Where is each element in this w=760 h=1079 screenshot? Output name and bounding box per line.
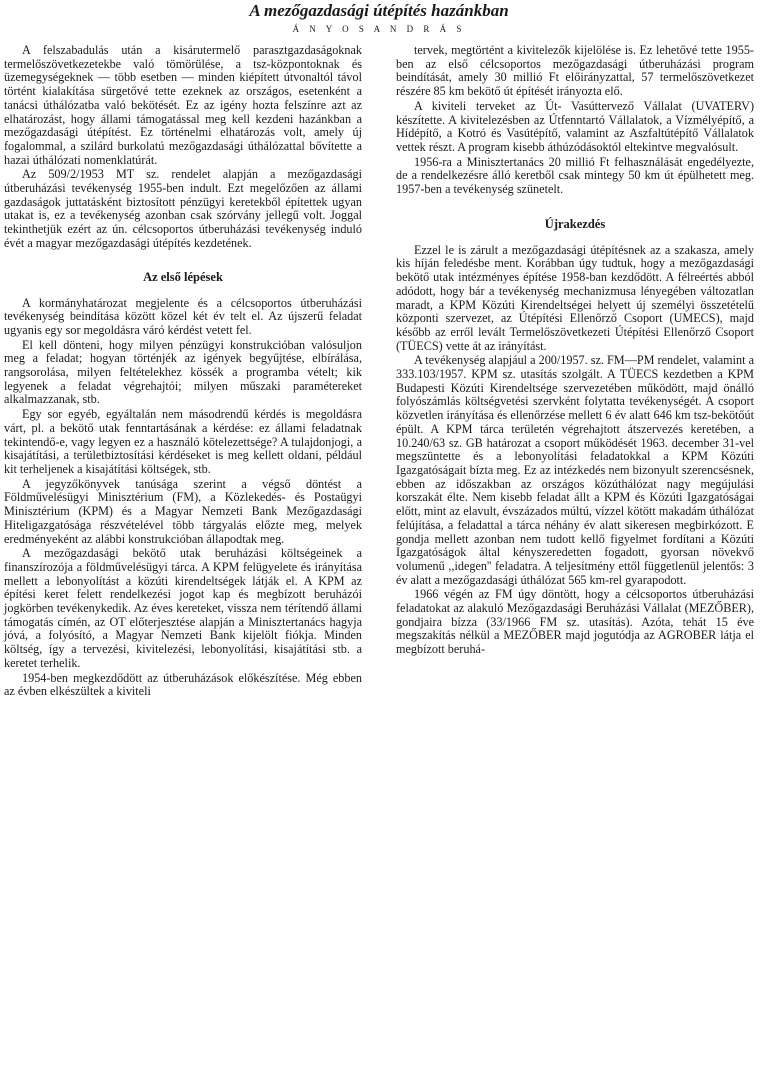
paragraph: A jegyzőkönyvek tanúsága szerint a végső döntést a Földművelésügyi Minisztérium (FM), a Közlekedés- és Postaügyi Minisztérium (KPM) és a Magyar Nemzeti Bank Mezőgazdasági Hiteligazgatósága részvételével több tárgyalás előzte meg, melyek eredményeként az alábbi konstrukcióban állapodtak meg. (4, 476, 362, 546)
section-heading: Újrakezdés (544, 216, 606, 231)
paragraph: Ezzel le is zárult a mezőgazdasági útépítésnek az a szakasza, amely kis híján feledésbe ment. Korábban úgy tudtuk, hogy a mezőgazdasági bekötő utak intézményes építése 1958-ban kezdődött. A félreértés abból adódott, hogy bár a tevékenység mechanizmusa lényegében változatlan maradt, a KPM Közúti Kirendeltségei helyett új személyi összetételű központi szervezet, az Útépítési Ellenőrző Csoport (UMECS), majd később az erről levált Termelőszövetkezeti Útépítési Ellenőrző Csoport (TÜECS) vette át az irányítást. (396, 242, 754, 353)
paragraph: A mezőgazdasági bekötő utak beruházási költségeinek a finanszírozója a földművelésügyi tárca. A KPM felügyelete és irányítása mellett a lebonyolítást a közúti kirendeltségek látják el. A KPM az építési keret felett rendelkezési jogot kap és megbízott beruházói jogkörben tevékenykedik. Az éves kereteket, vissza nem térítendő állami támogatás címén, az OT előterjesztése alapján a Minisztertanács hagyja jóvá, a folyósító, a Magyar Nemzeti Bank kijelölt fiókja. Minden költség, így a tervezési, kivitelezési, lebonyolítási, kisajátítási stb. a keretet terhelik. (4, 546, 362, 670)
paragraph: 1956-ra a Minisztertanács 20 millió Ft felhasználását engedélyezte, de a rendelkezésre álló keretből csak mintegy 50 km út épülhetett meg. 1957-ben a tevékenység szünetelt. (396, 154, 754, 197)
paragraph: Az 509/2/1953 MT sz. rendelet alapján a mezőgazdasági útberuházási tevékenység 1955-ben indult. Ezt megelőzően az állami gazdaságok juttatásként biztosított pénzügyi keretekből építettek ugyan utakat is, ez a tevékenység azonban csak szórvány jellegű volt. Joggal tekinthetjük ezért az ún. célcsoportos útberuházási tevékenység induló évét a magyar mezőgazdasági útépítés kezdetének. (4, 167, 362, 250)
left-column (4, 44, 362, 699)
paragraph: tervek, megtörtént a kivitelezők kijelölése is. Ez lehetővé tette 1955-ben az első célcsoportos mezőgazdasági útberuházási program beindítását, amely 30 millió Ft előirányzattal, 57 termelőszövetkezet részére 85 km bekötő út építését irányozta elő. (396, 43, 754, 99)
paragraph: A felszabadulás után a kisárutermelő parasztgazdaságoknak termelőszövetkezetekbe való tömörülése, a tsz-központoknak és üzemegységeknek — több esetben — minden kiépített útvonaltól távol történt kialakítása sürgetővé tette ezeknek az országos, esetenként a tanácsi úthálózatba való bekötését. Ez az igény hozta felszínre azt az elhatározást, hogy állami támogatással meg kell kezdeni hazánkban a mezőgazdasági útépítést. Ez történelmi elhatározás volt, amely új fogalommal, a szilárd burkolatú mezőgazdasági úthálózattal bővítette a hazai úthálózati nomenklatúrát. (4, 43, 362, 167)
paragraph: 1954-ben megkezdődött az útberuházások előkészítése. Még ebben az évben elkészültek a kiviteli (4, 670, 362, 699)
paragraph: 1966 végén az FM úgy döntött, hogy a célcsoportos útberuházási feladatokat az alakuló Mezőgazdasági Beruházási Vállalat (MEZŐBER), gondjaira bízza (33/1966 FM sz. utasítás). Azóta, tehát 15 éve megszakítás nélkül a MEZŐBER majd jogutódja az AGROBER látja el megbízott beruhá- (396, 587, 754, 657)
section-heading: Az első lépések (143, 269, 223, 284)
paragraph: A tevékenység alapjául a 200/1957. sz. FM—PM rendelet, valamint a 333.103/1957. KPM sz. utasítás szolgált. A TÜECS kezdetben a KPM Budapesti Közúti Kirendeltsége szervezetében működött, majd önálló folyószámlás költségvetési szervként folytatta tevékenységét. A csoport közvetlen irányítása és ellenőrzése mellett 6 év alatt 646 km tsz-bekötőút épült. A KPM tárca területén végrehajtott átszervezés keretében, a 10.240/63 sz. GB határozat a csoport működését 1963. december 31-vel megszüntette és a lebonyolítási feladatokkal a KPM Közúti Igazgatóságait bízta meg. Ez az intézkedés nem bizonyult szerencsésnek, ebben az időszakban az országos közúthálózat nagy megújulási korszakát élte. Nem kisebb feladat állt a KPM és Közúti Igazgatóságai előtt, mint az elavult, évszázados múltú, vízzel kötött makadám úthálózat felújítása, a feladattal a tárca néhány év alatt sikeresen megbirkózott. E gondja mellett azonban nem tudott kellő figyelmet fordítani a Közúti Igazgatóságok által kényszeredetten fogadott, gyorsan növekvő volumenű ,,idegen'' feladatra. A teljesítmény ettől függetlenül jelentős: 3 év alatt a mezőgazdasági úthálózat 565 km-rel gyarapodott. (396, 353, 754, 587)
article-author: Á N Y O S A N D R Á S (292, 24, 466, 34)
right-column (396, 44, 754, 699)
paragraph: Egy sor egyéb, egyáltalán nem másodrendű kérdés is megoldásra várt, pl. a bekötő utak fenntartásának a kérdése: ez állami feladatnak tekintendő-e, vagy legyen ez a használó kötelezettsége? A tulajdonjogi, a kisajátítási, a területbiztosítási kérdéseket is meg kellett oldani, például kit terheljenek a kisajátítási költségek, stb. (4, 407, 362, 476)
paragraph: A kormányhatározat megjelente és a célcsoportos útberuházási tevékenység beindítása között közel két év telt el. Az újszerű feladat ugyanis egy sor megoldásra váró kérdést vetett fel. (4, 295, 362, 337)
article-title: A mezőgazdasági útépítés hazánkban (249, 1, 509, 20)
article-body (4, 44, 754, 699)
paragraph: El kell dönteni, hogy milyen pénzügyi konstrukcióban valósuljon meg a feladat; hogyan történjék az igények begyűjtése, elbírálása, rangsorolása, milyen feltételekhez kössék a programba vételt; kik legyenek a feladat végrehajtói; milyen műszaki paramétereket alkalmazzanak, stb. (4, 337, 362, 407)
paragraph: A kiviteli terveket az Út- Vasúttervező Vállalat (UVATERV) készítette. A kivitelezésben az Útfenntartó Vállalatok, a Vízmélyépítő, a Hídépítő, a Kotró és Vasútépítő, valamint az Aszfaltútépítő Vállalatok vettek részt. A program kisebb áthúzódásoktól eltekintve megvalósult. (396, 98, 754, 154)
